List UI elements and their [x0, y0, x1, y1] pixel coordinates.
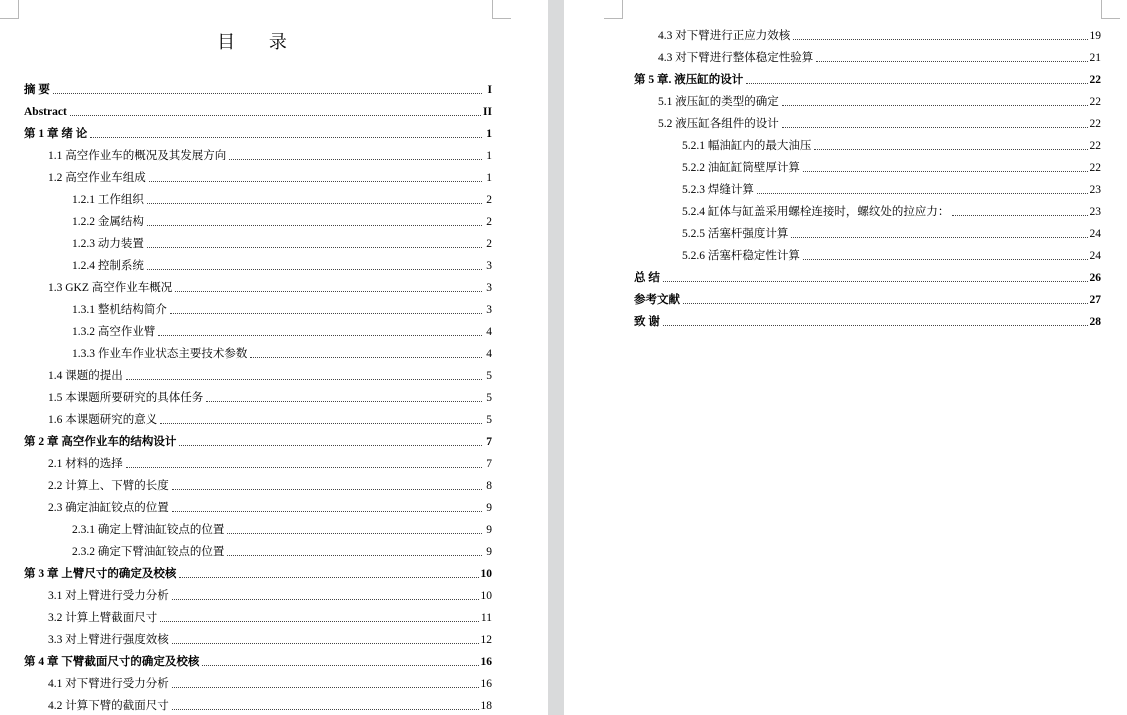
toc-leader-dots	[172, 642, 479, 644]
toc-leader-dots	[170, 312, 482, 314]
toc-entry-page-number: 3	[486, 282, 492, 294]
toc-entry-page-number: 12	[480, 634, 492, 646]
toc-entry-title: 1.3 GKZ 高空作业车概况	[48, 282, 173, 294]
toc-entry[interactable]	[72, 345, 492, 361]
toc-entry[interactable]	[48, 147, 492, 163]
toc-entry[interactable]	[24, 433, 492, 449]
toc-entry-title: 4.1 对下臂进行受力分析	[48, 678, 169, 690]
toc-entry-page-number: 23	[1089, 206, 1101, 218]
toc-entry-title: 1.3.1 整机结构简介	[72, 304, 167, 316]
toc-entry[interactable]	[24, 81, 492, 97]
toc-entry-title: 1.2.2 金属结构	[72, 216, 144, 228]
toc-leader-dots	[172, 686, 479, 688]
toc-entry[interactable]	[24, 565, 492, 581]
toc-entry[interactable]	[48, 169, 492, 185]
toc-entry[interactable]	[634, 71, 1101, 87]
toc-leader-dots	[147, 224, 482, 226]
toc-entry-page-number: 21	[1089, 52, 1101, 64]
toc-entry-page-number: 28	[1089, 316, 1101, 328]
crop-mark-top-left	[604, 0, 623, 19]
toc-entry[interactable]	[682, 181, 1101, 197]
toc-leader-dots	[206, 400, 482, 402]
toc-entry-title: 1.4 课题的提出	[48, 370, 123, 382]
toc-entry-title: 5.2.4 缸体与缸盖采用螺栓连接时，螺纹处的拉应力：	[682, 206, 950, 218]
toc-entry-title: 4.2 计算下臂的截面尺寸	[48, 700, 169, 712]
toc-leader-dots	[952, 214, 1087, 216]
toc-entry[interactable]	[24, 125, 492, 141]
toc-entry[interactable]	[48, 609, 492, 625]
toc-entry-page-number: 4	[486, 348, 492, 360]
toc-leader-dots	[172, 488, 482, 490]
toc-entry-title: 5.1 液压缸的类型的确定	[658, 96, 779, 108]
toc-entry[interactable]	[72, 323, 492, 339]
toc-entry-page-number: 10	[480, 590, 492, 602]
toc-leader-dots	[202, 664, 478, 666]
toc-entry-page-number: I	[487, 84, 492, 96]
toc-entry-page-number: 22	[1089, 162, 1101, 174]
toc-entry[interactable]	[72, 543, 492, 559]
toc-entry-title: 5.2 液压缸各组件的设计	[658, 118, 779, 130]
document-page-right	[564, 0, 1127, 715]
toc-entry[interactable]	[658, 93, 1101, 109]
toc-leader-dots	[229, 158, 482, 160]
toc-leader-dots	[250, 356, 482, 358]
toc-leader-dots	[803, 258, 1088, 260]
toc-entry[interactable]	[72, 213, 492, 229]
toc-entry-page-number: 5	[486, 392, 492, 404]
toc-entry[interactable]	[48, 455, 492, 471]
toc-leader-dots	[172, 708, 479, 710]
toc-entry[interactable]	[634, 291, 1101, 307]
toc-leader-dots	[663, 280, 1088, 282]
toc-entry-page-number: 7	[486, 436, 492, 448]
toc-entry-page-number: 3	[486, 260, 492, 272]
toc-entry-page-number: 2	[486, 238, 492, 250]
toc-entry-page-number: 9	[486, 524, 492, 536]
toc-entry[interactable]	[48, 675, 492, 691]
toc-entry[interactable]	[634, 269, 1101, 285]
toc-entry-title: 总 结	[634, 272, 660, 284]
toc-leader-dots	[126, 466, 482, 468]
toc-entry[interactable]	[48, 697, 492, 713]
document-page-left	[0, 0, 548, 715]
toc-entry-title: 1.1 高空作业车的概况及其发展方向	[48, 150, 227, 162]
toc-leader-dots	[757, 192, 1088, 194]
toc-entry[interactable]	[682, 137, 1101, 153]
toc-entry[interactable]	[658, 27, 1101, 43]
toc-leader-dots	[782, 104, 1088, 106]
toc-leader-dots	[803, 170, 1088, 172]
toc-entry-page-number: 19	[1089, 30, 1101, 42]
toc-leader-dots	[179, 576, 478, 578]
toc-leader-dots	[793, 38, 1087, 40]
toc-entry-title: 5.2.6 活塞杆稳定性计算	[682, 250, 800, 262]
toc-entry[interactable]	[48, 499, 492, 515]
toc-entry-page-number: 3	[486, 304, 492, 316]
toc-entry-title: 2.3 确定油缸铰点的位置	[48, 502, 169, 514]
toc-leader-dots	[172, 510, 482, 512]
toc-entry[interactable]	[48, 279, 492, 295]
toc-entry-title: 2.2 计算上、下臂的长度	[48, 480, 169, 492]
toc-entry-page-number: 27	[1089, 294, 1101, 306]
toc-entry-page-number: 5	[486, 414, 492, 426]
toc-entry-page-number: 16	[480, 656, 492, 668]
toc-leader-dots	[227, 532, 482, 534]
toc-entry-title: 5.2.1 幅油缸内的最大油压	[682, 140, 812, 152]
toc-leader-dots	[683, 302, 1088, 304]
toc-entry-title: 1.5 本课题所要研究的具体任务	[48, 392, 204, 404]
toc-entry[interactable]	[48, 411, 492, 427]
toc-entry[interactable]	[48, 367, 492, 383]
toc-leader-dots	[179, 444, 482, 446]
toc-entry-page-number: 22	[1089, 74, 1101, 86]
toc-leader-dots	[160, 620, 479, 622]
toc-entry-page-number: II	[483, 106, 492, 118]
toc-entry-title: 5.2.5 活塞杆强度计算	[682, 228, 789, 240]
toc-leader-dots	[147, 202, 482, 204]
toc-leader-dots	[160, 422, 482, 424]
toc-entry-title: 2.3.2 确定下臂油缸铰点的位置	[72, 546, 225, 558]
toc-entry-page-number: 1	[486, 150, 492, 162]
toc-leader-dots	[816, 60, 1087, 62]
toc-entry-title: 1.2.1 工作组织	[72, 194, 144, 206]
toc-leader-dots	[782, 126, 1088, 128]
toc-entry[interactable]	[634, 313, 1101, 329]
toc-leader-dots	[70, 114, 481, 116]
toc-entry-page-number: 10	[480, 568, 492, 580]
toc-leader-dots	[227, 554, 482, 556]
toc-entry-page-number: 18	[480, 700, 492, 712]
toc-entry-title: Abstract	[24, 106, 67, 118]
toc-entry[interactable]	[48, 477, 492, 493]
toc-entry[interactable]	[24, 653, 492, 669]
toc-leader-dots	[149, 180, 482, 182]
toc-leader-dots	[791, 236, 1087, 238]
toc-title: 目 录	[217, 32, 301, 53]
toc-entry-page-number: 24	[1089, 250, 1101, 262]
toc-entry-page-number: 22	[1089, 118, 1101, 130]
toc-entry[interactable]	[72, 301, 492, 317]
toc-entry-title: 5.2.3 焊缝计算	[682, 184, 754, 196]
toc-entry-title: 1.2 高空作业车组成	[48, 172, 146, 184]
toc-entry-title: 4.3 对下臂进行整体稳定性验算	[658, 52, 814, 64]
toc-entry-title: 2.1 材料的选择	[48, 458, 123, 470]
toc-entry[interactable]	[682, 203, 1101, 219]
toc-entry-title: 2.3.1 确定上臂油缸铰点的位置	[72, 524, 225, 536]
toc-entry[interactable]	[658, 115, 1101, 131]
toc-leader-dots	[147, 268, 482, 270]
toc-entry-page-number: 4	[486, 326, 492, 338]
toc-leader-dots	[126, 378, 482, 380]
toc-entry-page-number: 5	[486, 370, 492, 382]
toc-entry-title: 1.3.2 高空作业臂	[72, 326, 156, 338]
toc-entry-page-number: 9	[486, 546, 492, 558]
toc-leader-dots	[814, 148, 1087, 150]
toc-leader-dots	[158, 334, 482, 336]
toc-entry[interactable]	[682, 247, 1101, 263]
toc-entry-title: 3.1 对上臂进行受力分析	[48, 590, 169, 602]
toc-entry[interactable]	[48, 389, 492, 405]
crop-mark-top-right	[1101, 0, 1120, 19]
toc-entry-page-number: 23	[1089, 184, 1101, 196]
toc-entry-page-number: 1	[486, 128, 492, 140]
toc-entry-title: 1.6 本课题研究的意义	[48, 414, 158, 426]
toc-entry[interactable]	[24, 103, 492, 119]
toc-entry-title: 参考文献	[634, 294, 680, 306]
toc-entry-page-number: 22	[1089, 140, 1101, 152]
toc-entry[interactable]	[682, 159, 1101, 175]
toc-entry-page-number: 24	[1089, 228, 1101, 240]
toc-leader-dots	[147, 246, 482, 248]
toc-entry-title: 1.2.3 动力装置	[72, 238, 144, 250]
toc-entry-title: 1.2.4 控制系统	[72, 260, 144, 272]
toc-entry-title: 3.2 计算上臂截面尺寸	[48, 612, 158, 624]
toc-entry-title: 第 4 章 下臂截面尺寸的确定及校核	[24, 656, 200, 668]
toc-entry-page-number: 2	[486, 194, 492, 206]
toc-leader-dots	[175, 290, 482, 292]
toc-entry[interactable]	[48, 587, 492, 603]
toc-leader-dots	[663, 324, 1088, 326]
toc-entry-title: 致 谢	[634, 316, 660, 328]
toc-entry-page-number: 7	[486, 458, 492, 470]
toc-entry-page-number: 1	[486, 172, 492, 184]
toc-entry-title: 第 3 章 上臂尺寸的确定及校核	[24, 568, 177, 580]
toc-entry-page-number: 11	[480, 612, 492, 624]
toc-entry-page-number: 9	[486, 502, 492, 514]
toc-entry[interactable]	[48, 631, 492, 647]
toc-entry-page-number: 2	[486, 216, 492, 228]
toc-leader-dots	[172, 598, 479, 600]
toc-entry-title: 5.2.2 油缸缸筒壁厚计算	[682, 162, 800, 174]
toc-leader-dots	[746, 82, 1087, 84]
toc-entry[interactable]	[72, 191, 492, 207]
toc-entry-page-number: 22	[1089, 96, 1101, 108]
toc-entry[interactable]	[658, 49, 1101, 65]
toc-entry-page-number: 26	[1089, 272, 1101, 284]
toc-entry[interactable]	[72, 257, 492, 273]
toc-entry-title: 3.3 对上臂进行强度效核	[48, 634, 169, 646]
toc-entry[interactable]	[682, 225, 1101, 241]
toc-entry[interactable]	[72, 235, 492, 251]
toc-entry-title: 摘 要	[24, 84, 50, 96]
toc-leader-dots	[53, 92, 482, 94]
toc-entry-title: 第 5 章. 液压缸的设计	[634, 74, 744, 86]
toc-entry-title: 第 2 章 高空作业车的结构设计	[24, 436, 177, 448]
toc-entry-title: 第 1 章 绪 论	[24, 128, 88, 140]
toc-entry[interactable]	[72, 521, 492, 537]
toc-leader-dots	[90, 136, 482, 138]
crop-mark-top-right	[492, 0, 511, 19]
crop-mark-top-left	[0, 0, 19, 19]
toc-entry-page-number: 8	[486, 480, 492, 492]
toc-entry-page-number: 16	[480, 678, 492, 690]
toc-entry-title: 4.3 对下臂进行正应力效核	[658, 30, 791, 42]
toc-entry-title: 1.3.3 作业车作业状态主要技术参数	[72, 348, 248, 360]
